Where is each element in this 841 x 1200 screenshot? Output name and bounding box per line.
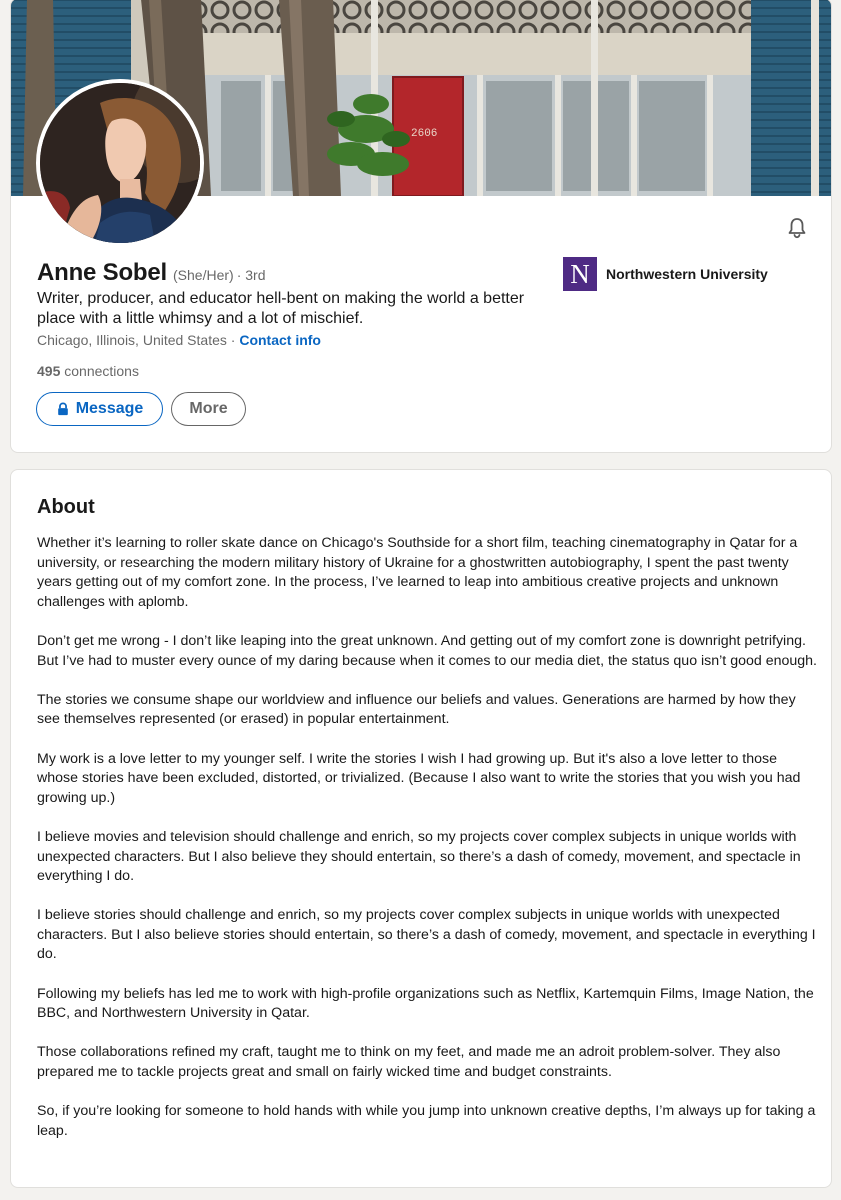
about-body: [37, 534, 817, 1161]
about-paragraph: Following my beliefs has led me to work with high-profile organizations such as Netflix, Kartemquin Films, Image Nation, the BBC, and Northwestern University in Qatar.: [37, 985, 814, 1022]
about-paragraph: Whether it’s learning to roller skate dance on Chicago's Southside for a short film, teaching cinematography in Qatar for a university, or researching the modern military history of Ukraine for a ghostwritten autobiography, I spent the past twenty years getting out of my comfort zone. In the process, I’ve learned to leap into ambitious creative projects and unknown challenges with aplomb.: [37, 535, 798, 610]
message-button[interactable]: [36, 392, 163, 426]
about-title: About: [37, 496, 95, 518]
address-number: 2606: [411, 128, 438, 140]
location-row: [37, 332, 321, 348]
connection-degree: · 3rd: [236, 267, 266, 283]
profile-name: Anne Sobel: [37, 259, 168, 286]
contact-info-link[interactable]: Contact info: [239, 332, 321, 348]
more-button-label: More: [189, 400, 228, 417]
profile-headline: Writer, producer, and educator hell-bent on making the world a better place with a little whimsy and a lot of mischief.: [37, 290, 525, 327]
profile-location: Chicago, Illinois, United States: [37, 332, 227, 348]
about-paragraph: Those collaborations refined my craft, taught me to think on my feet, and made me an adroit problem-solver. They also prepared me to tackle projects great and small on fairly wicked time and budget constraints.: [37, 1044, 781, 1081]
about-paragraph: So, if you’re looking for someone to hold hands with while you jump into unknown creative depths, I’m always up for taking a leap.: [37, 1103, 816, 1139]
about-paragraph: The stories we consume shape our worldview and influence our beliefs and values. Generations are harmed by how they see themselves represented (or erased) in popular entertainment.: [37, 691, 796, 728]
about-paragraph: Don’t get me wrong - I don’t like leaping into the great unknown. And getting out of my comfort zone is downright petrifying. But I’ve had to muster every ounce of my daring because when it comes to our media diet, the status quo isn’t good enough.: [37, 632, 817, 669]
message-button-label: Message: [75, 400, 144, 417]
about-card: [10, 469, 832, 1188]
northwestern-logo-icon: N: [563, 257, 597, 291]
connections-number: 495: [37, 363, 61, 379]
about-paragraph: My work is a love letter to my younger self. I write the stories I wish I had growing up. But it's also a love letter to those whose stories have been excluded, distorted, or trivialized. (Because I also want to write the stories that you wish you had growing up.): [37, 750, 801, 806]
bell-icon[interactable]: [785, 216, 809, 240]
connections-label: connections: [60, 363, 139, 379]
profile-avatar[interactable]: [36, 79, 204, 247]
connections-count[interactable]: [37, 363, 139, 379]
education-name: Northwestern University: [606, 266, 768, 282]
more-button[interactable]: [171, 392, 246, 426]
name-row: [37, 259, 266, 287]
about-paragraph: I believe stories should challenge and enrich, so my projects cover complex subjects in unique worlds with unexpected characters. But I also believe stories should entertain, so there’s a dash of comedy, movement, and spectacle in everything I do.: [37, 907, 816, 963]
location-separator: ·: [226, 332, 240, 348]
education-link[interactable]: [563, 257, 768, 291]
profile-card: [10, 0, 832, 453]
lock-icon: [56, 402, 70, 416]
about-paragraph: I believe movies and television should challenge and enrich, so my projects cover complex subjects in unique worlds with unexpected characters. But I also believe they should entertain, so there’s a dash of comedy, movement, and spectacle in everything I do.: [37, 828, 801, 885]
profile-pronouns: (She/Her): [173, 267, 234, 283]
